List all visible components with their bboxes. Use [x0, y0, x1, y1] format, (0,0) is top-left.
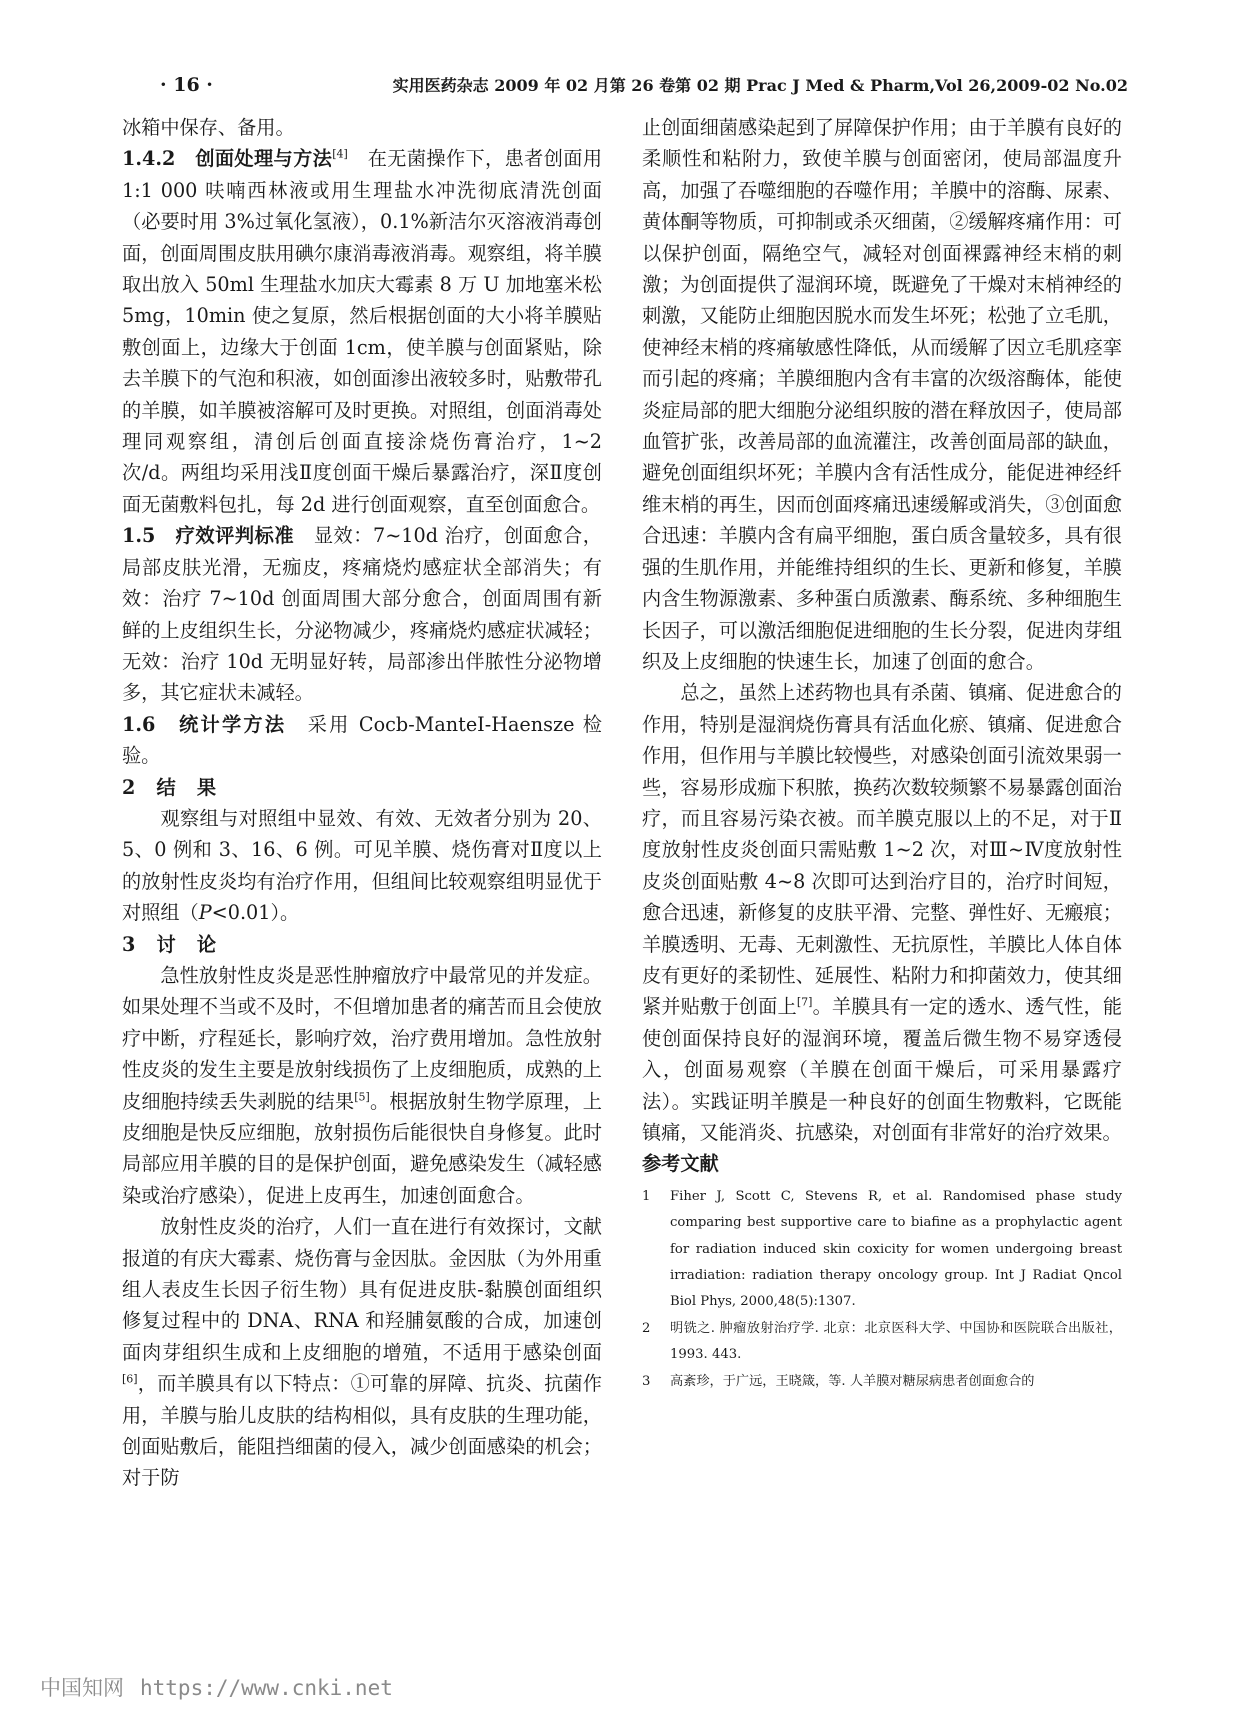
section-1-6-heading: 1.6 统计学方法: [122, 712, 287, 736]
reference-item: [642, 1369, 1122, 1395]
citation-7: [7]: [796, 995, 813, 1009]
reference-number: 3: [642, 1373, 651, 1389]
section-1-4-2-body: 在无菌操作下，患者创面用 1:1 000 呋喃西林液或用生理盐水冲洗彻底清洗创面（必要时用 3%过氧化氢液），0.1%新洁尔灭溶液消毒创面，创面周围皮肤用碘尔康消毒液消毒。观察组，将羊膜取出放入 50ml 生理盐水加庆大霉素 8 万 U 加地塞米松 5mg，10min 使之复原，然后根据创面的大小将羊膜贴敷创面上，边缘大于创面 1cm，使羊膜与创面紧贴，除去羊膜下的气泡和积液，如创面渗出液较多时，贴敷带孔的羊膜，如羊膜被溶解可及时更换。对照组，创面消毒处理同观察组，清创后创面直接涂烧伤膏治疗，1~2 次/d。两组均采用浅Ⅱ度创面干燥后暴露治疗，深Ⅱ度创面无菌敷料包扎，每 2d 进行创面观察，直至创面愈合。: [122, 147, 603, 516]
running-head: 实用医药杂志 2009 年 02 月第 26 卷第 02 期 Prac J Med & Pharm,Vol 26,2009-02 No.02: [392, 76, 1128, 95]
reference-item: [642, 1316, 1122, 1369]
left-column: [122, 112, 602, 1494]
conclusion-text-end: 。羊膜具有一定的透水、透气性，能使创面保持良好的湿润环境，覆盖后微生物不易穿透侵入，创面易观察（羊膜在创面干燥后，可采用暴露疗法）。实践证明羊膜是一种良好的创面生物敷料，它既能镇痛，又能消炎、抗感染，对创面有非常好的治疗效果。: [642, 995, 1123, 1144]
citation-4: [4]: [332, 148, 348, 162]
page-number: · 16 ·: [160, 74, 213, 96]
reference-item: [642, 1184, 1122, 1316]
references-heading: 参考文献: [642, 1152, 719, 1176]
section-1-6-body: 采用 Cocb-ManteI-Haensze 检验。: [122, 712, 602, 768]
section-1-5: [122, 520, 602, 708]
reference-text: Fiher J, Scott C, Stevens R, et al. Randomised phase study comparing best supportive care to biafine as a prophylactic agent for radiation induced skin coxicity for women undergoing breast irradiation: radiation therapy oncology group. Int J Radiat Qncol Biol Phys, 2000,48(5):1307.: [670, 1188, 1122, 1310]
discussion-paragraph-2: [122, 1211, 602, 1494]
discussion-p2-text-end: ，而羊膜具有以下特点：①可靠的屏障、抗炎、抗菌作用，羊膜与胎儿皮肤的结构相似，具有皮肤的生理功能，创面贴敷后，能阻挡细菌的侵入，减少创面感染的机会；对于防: [122, 1372, 602, 1490]
reference-number: 1: [642, 1188, 651, 1204]
discussion-p1-text-end: 。根据放射生物学原理，上皮细胞是快反应细胞，放射损伤后能很快自身修复。此时局部应用羊膜的目的是保护创面，避免感染发生（减轻感染或治疗感染），促进上皮再生，加速创面愈合。: [122, 1089, 602, 1207]
section-2-body: [122, 803, 602, 929]
reference-text: 明铣之. 肿瘤放射治疗学. 北京：北京医科大学、中国协和医院联合出版社，1993. 443.: [670, 1320, 1122, 1363]
cnki-url[interactable]: https://www.cnki.net: [140, 1676, 393, 1700]
citation-6: [6]: [122, 1372, 138, 1386]
conclusion-text: 总之，虽然上述药物也具有杀菌、镇痛、促进愈合的作用，特别是湿润烧伤膏具有活血化瘀、镇痛、促进愈合作用，但作用与羊膜比较慢些，对感染创面引流效果弱一些，容易形成痂下积脓，换药次数较频繁不易暴露创面治疗，而且容易污染衣被。而羊膜克服以上的不足，对于Ⅱ度放射性皮炎创面只需贴敷 1~2 次，对Ⅲ~Ⅳ度放射性皮炎创面贴敷 4~8 次即可达到治疗目的，治疗时间短，愈合迅速，新修复的皮肤平滑、完整、弹性好、无瘢痕；羊膜透明、无毒、无刺激性、无抗原性，羊膜比人体自体皮有更好的柔韧性、延展性、粘附力和抑菌效力，使其细紧并贴敷于创面上: [642, 681, 1122, 1019]
section-1-5-heading: 1.5 疗效评判标准: [122, 524, 295, 548]
section-1-5-body: 显效：7~10d 治疗，创面愈合，局部皮肤光滑，无痂皮，疼痛烧灼感症状全部消失；有效：治疗 7~10d 创面周围大部分愈合，创面周围有新鲜的上皮组织生长，分泌物减少，疼痛烧灼感症状减轻；无效：治疗 10d 无明显好转，局部渗出伴脓性分泌物增多，其它症状未减轻。: [122, 524, 602, 705]
section-1-4-2-heading: 1.4.2 创面处理与方法: [122, 147, 333, 171]
p-value-symbol: P: [198, 901, 212, 925]
paragraph-fridge-storage: 冰箱中保存、备用。: [122, 116, 295, 139]
section-2-title: 2 结 果: [122, 775, 218, 799]
cnki-brand: 中国知网: [40, 1676, 124, 1700]
reference-text: 高紊珍，于广远，王晓箴，等. 人羊膜对糖尿病患者创面愈合的: [670, 1373, 1035, 1389]
conclusion-paragraph: [642, 677, 1122, 1148]
discussion-p2-text: 放射性皮炎的治疗，人们一直在进行有效探讨，文献报道的有庆大霉素、烧伤膏与金因肽。金因肽（为外用重组人表皮生长因子衍生物）具有促进皮肤-黏膜创面组织修复过程中的 DNA、RNA 和羟脯氨酸的合成，加速创面肉芽组织生成和上皮细胞的增殖，不适用于感染创面: [122, 1215, 602, 1364]
section-1-6: [122, 709, 602, 772]
reference-list: [642, 1184, 1122, 1395]
right-column: [642, 112, 1122, 1395]
results-text: 观察组与对照组中显效、有效、无效者分别为 20、5、0 例和 3、16、6 例。可见羊膜、烧伤膏对Ⅱ度以上的放射性皮炎均有治疗作用，但组间比较观察组明显优于对照组（: [122, 806, 602, 925]
section-3-title: 3 讨 论: [122, 932, 218, 956]
discussion-p1-text: 急性放射性皮炎是恶性肿瘤放疗中最常见的并发症。如果处理不当或不及时，不但增加患者的痛苦而且会使放疗中断，疗程延长，影响疗效，治疗费用增加。急性放射性皮炎的发生主要是放射线损伤了上皮细胞质，成熟的上皮细胞持续丢失剥脱的结果: [122, 963, 602, 1113]
section-1-4-2: [122, 143, 602, 520]
discussion-continued: 止创面细菌感染起到了屏障保护作用；由于羊膜有良好的柔顺性和粘附力，致使羊膜与创面密闭，使局部温度升高，加强了吞噬细胞的吞噬作用；羊膜中的溶酶、尿素、黄体酮等物质，可抑制或杀灭细菌，②缓解疼痛作用：可以保护创面，隔绝空气，减轻对创面裸露神经末梢的刺激；为创面提供了湿润环境，既避免了干燥对末梢神经的刺激，又能防止细胞因脱水而发生坏死；松弛了立毛肌，使神经末梢的疼痛敏感性降低，从而缓解了因立毛肌痉挛而引起的疼痛；羊膜细胞内含有丰富的次级溶酶体，能使炎症局部的肥大细胞分泌组织胺的潜在释放因子，使局部血管扩张，改善局部的血流灌注，改善创面局部的缺血，避免创面组织坏死；羊膜内含有活性成分，能促进神经纤维末梢的再生，因而创面疼痛迅速缓解或消失，③创面愈合迅速：羊膜内含有扁平细胞，蛋白质含量较多，具有很强的生肌作用，并能维持组织的生长、更新和修复，羊膜内含生物源激素、多种蛋白质激素、酶系统、多种细胞生长因子，可以激活细胞促进细胞的生长分裂，促进肉芽组织及上皮细胞的快速生长，加速了创面的愈合。: [642, 116, 1122, 673]
citation-5: [5]: [354, 1090, 370, 1104]
results-text-end: <0.01）。: [211, 901, 300, 925]
discussion-paragraph-1: [122, 960, 602, 1211]
watermark-footer: [40, 1672, 393, 1702]
reference-number: 2: [642, 1320, 651, 1336]
